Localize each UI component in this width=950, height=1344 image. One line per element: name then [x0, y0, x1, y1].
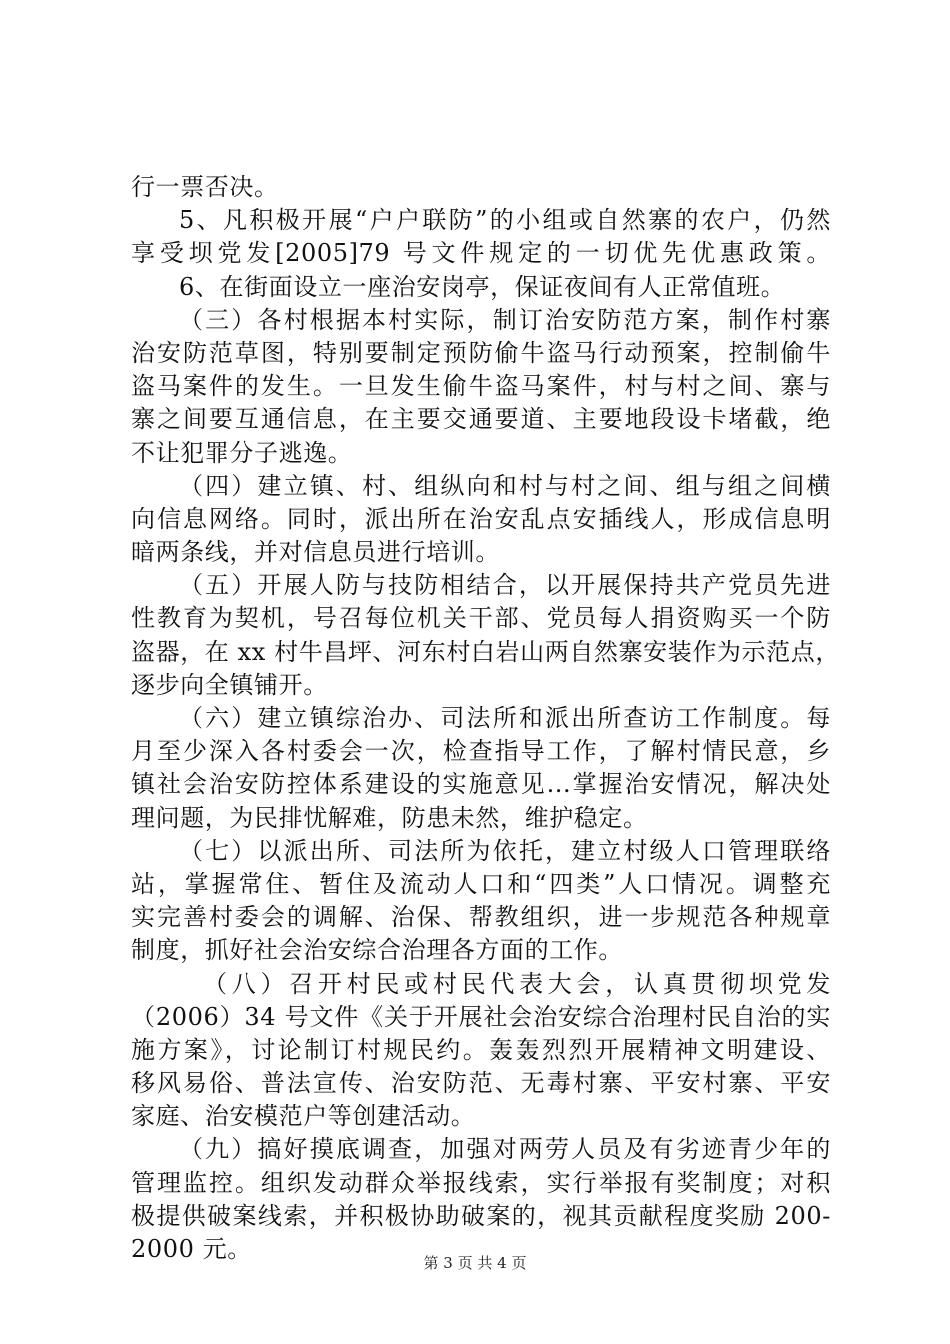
text-line: 治安防范草图，特别要制定预防偷牛盗马行动预案，控制偷牛	[131, 338, 831, 367]
text-line: 移风易俗、普法宣传、治安防范、无毒村寨、平安村寨、平安	[131, 1069, 831, 1098]
text-line: 月至少深入各村委会一次，检查指导工作，了解村情民意，乡	[131, 737, 831, 766]
text-line: 站，掌握常住、暂住及流动人口和“四类”人口情况。调整充	[131, 869, 831, 898]
text-line: （六）建立镇综治办、司法所和派出所查访工作制度。每	[179, 704, 831, 732]
text-line: 理问题，为民排忧解难，防患未然，维护稳定。	[131, 803, 648, 832]
text-line: （七）以派出所、司法所为依托，建立村级人口管理联络	[179, 836, 831, 865]
text-line: 施方案》，讨论制订村规民约。轰轰烈烈开展精神文明建设、	[131, 1035, 831, 1064]
text-line: 实完善村委会的调解、治保、帮教组织，进一步规范各种规章	[131, 903, 831, 932]
text-line: 家庭、治安模范户等创建活动。	[131, 1102, 476, 1131]
page-footer: 第 3 页 共 4 页	[423, 1254, 527, 1272]
text-line: 暗两条线，并对信息员进行培训。	[131, 538, 500, 567]
text-line: 管理监控。组织发动群众举报线索，实行举报有奖制度；对积	[131, 1168, 831, 1197]
text-line: 逐步向全镇铺开。	[131, 670, 328, 699]
text-line: （五）开展人防与技防相结合，以开展保持共产党员先进	[179, 571, 831, 600]
text-line: 镇社会治安防控体系建设的实施意见...掌握治安情况，解决处	[131, 770, 831, 799]
text-line: 行一票否决。	[131, 173, 279, 201]
text-line: 6、在街面设立一座治安岗亭，保证夜间有人正常值班。	[179, 272, 786, 301]
text-line: 性教育为契机，号召每位机关干部、党员每人捐资购买一个防	[131, 604, 831, 633]
text-line: 不让犯罪分子逃逸。	[131, 438, 353, 467]
document-body	[131, 171, 840, 1266]
text-line: 盗器，在 xx 村牛昌坪、河东村白岩山两自然寨安装作为示范点，	[131, 637, 840, 666]
text-line: （八）召开村民或村民代表大会，认真贯彻坝党发	[203, 969, 831, 998]
text-line: 寨之间要互通信息，在主要交通要道、主要地段设卡堵截，绝	[131, 405, 831, 434]
text-line: 极提供破案线索，并积极协助破案的，视其贡献程度奖励 200-	[131, 1201, 831, 1230]
text-line: （九）搞好摸底调查，加强对两劳人员及有劣迹青少年的	[179, 1135, 831, 1164]
text-line: （四）建立镇、村、组纵向和村与村之间、组与组之间横	[179, 471, 831, 500]
text-line: 盗马案件的发生。一旦发生偷牛盗马案件，村与村之间、寨与	[131, 372, 831, 401]
text-line: （三）各村根据本村实际，制订治安防范方案，制作村寨	[179, 305, 831, 334]
text-line: 2000 元。	[131, 1235, 252, 1263]
text-line: 制度，抓好社会治安综合治理各方面的工作。	[131, 936, 623, 965]
text-line: 5、凡积极开展“户户联防”的小组或自然寨的农户，仍然	[179, 206, 831, 235]
text-line: 享受坝党发[2005]79 号文件规定的一切优先优惠政策。	[131, 239, 831, 268]
text-line: （2006）34 号文件《关于开展社会治安综合治理村民自治的实	[131, 1002, 831, 1031]
text-line: 向信息网络。同时，派出所在治安乱点安插线人，形成信息明	[131, 504, 831, 533]
